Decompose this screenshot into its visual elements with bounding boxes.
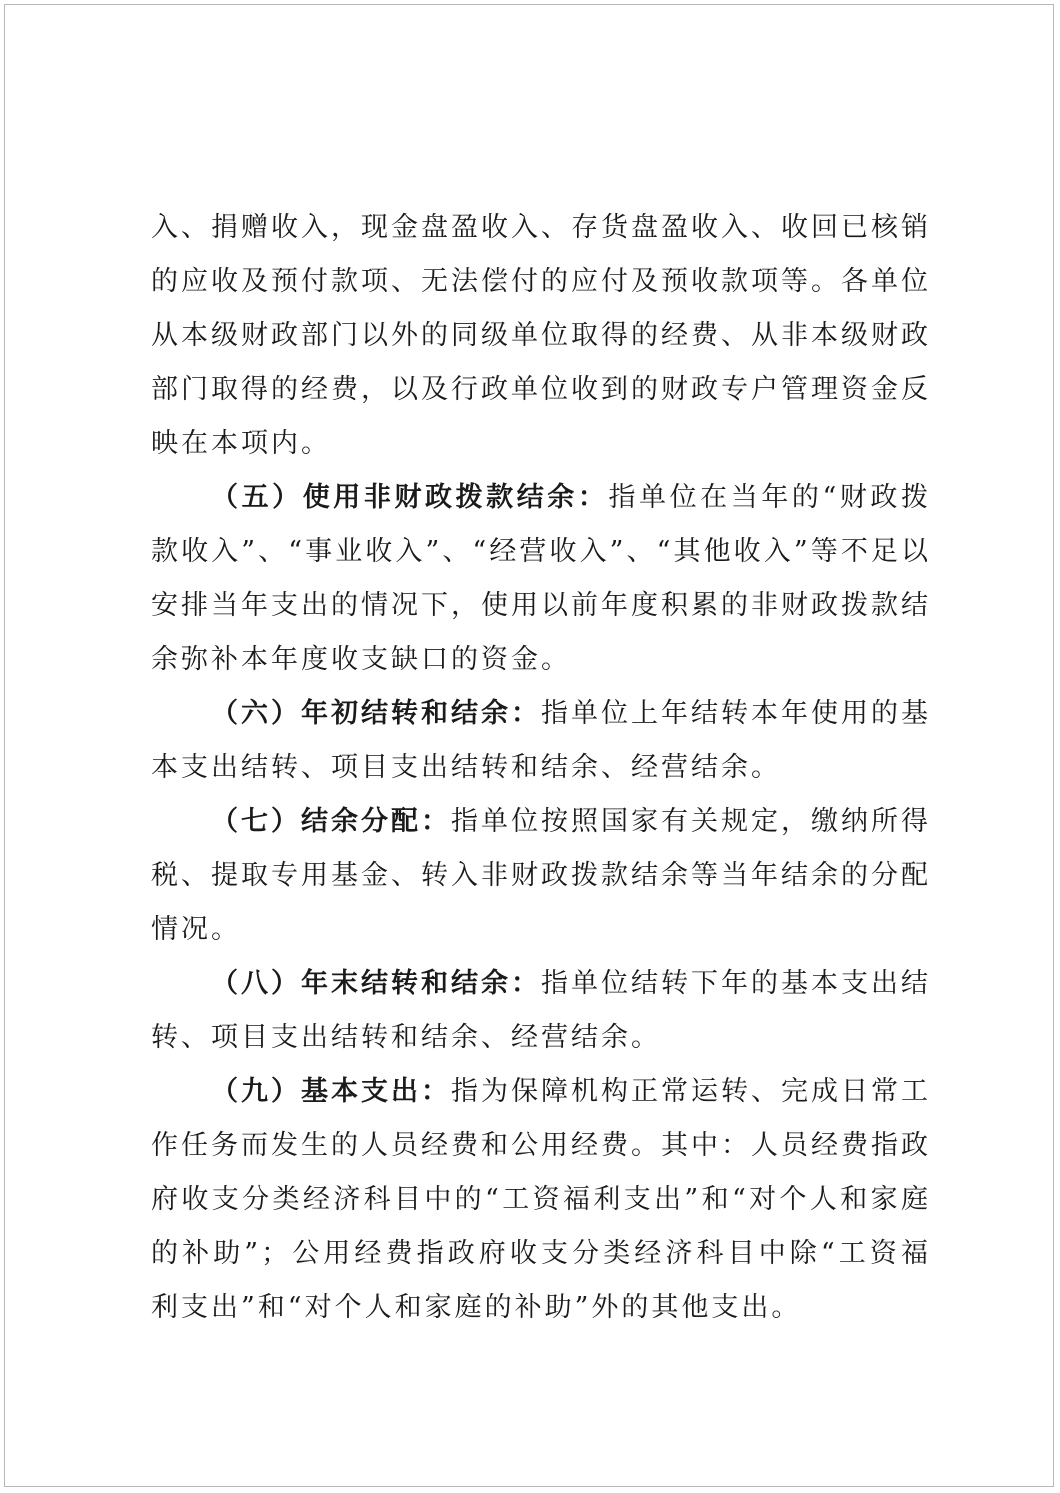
paragraph-non-fiscal-balance-use <box>151 471 931 687</box>
paragraph-opening-carryover <box>151 687 931 795</box>
paragraph-balance-distribution <box>151 795 931 957</box>
paragraph-text: 指单位按照国家有关规定，缴纳所得税、提取专用基金、转入非财政拨款结余等当年结余的分配情况。 <box>151 806 931 945</box>
term-heading: （六）年初结转和结余： <box>211 698 541 729</box>
paragraph-text: 指单位在当年的“财政拨款收入”、“事业收入”、“经营收入”、“其他收入”等不足以安排当年支出的情况下，使用以前年度积累的非财政拨款结余弥补本年度收支缺口的资金。 <box>151 482 931 675</box>
paragraph-text: 指为保障机构正常运转、完成日常工作任务而发生的人员经费和公用经费。其中：人员经费指政府收支分类经济科目中的“工资福利支出”和“对个人和家庭的补助”；公用经费指政府收支分类经济科目中除“工资福利支出”和“对个人和家庭的补助”外的其他支出。 <box>151 1076 931 1323</box>
paragraph-text: 指单位结转下年的基本支出结转、项目支出结转和结余、经营结余。 <box>151 968 931 1053</box>
document-body <box>151 201 931 1335</box>
term-heading: （七）结余分配： <box>211 806 451 837</box>
paragraph-text: 入、捐赠收入，现金盘盈收入、存货盘盈收入、收回已核销的应收及预付款项、无法偿付的应付及预收款项等。各单位从本级财政部门以外的同级单位取得的经费、从非本级财政部门取得的经费，以及行政单位收到的财政专户管理资金反映在本项内。 <box>151 212 931 459</box>
paragraph-closing-carryover <box>151 957 931 1065</box>
document-page <box>4 4 1054 1487</box>
paragraph-basic-expenditure <box>151 1065 931 1335</box>
term-heading: （八）年末结转和结余： <box>211 968 541 999</box>
paragraph-text: 指单位上年结转本年使用的基本支出结转、项目支出结转和结余、经营结余。 <box>151 698 931 783</box>
term-heading: （五）使用非财政拨款结余： <box>211 482 609 513</box>
paragraph-income-continuation <box>151 201 931 471</box>
term-heading: （九）基本支出： <box>211 1076 451 1107</box>
